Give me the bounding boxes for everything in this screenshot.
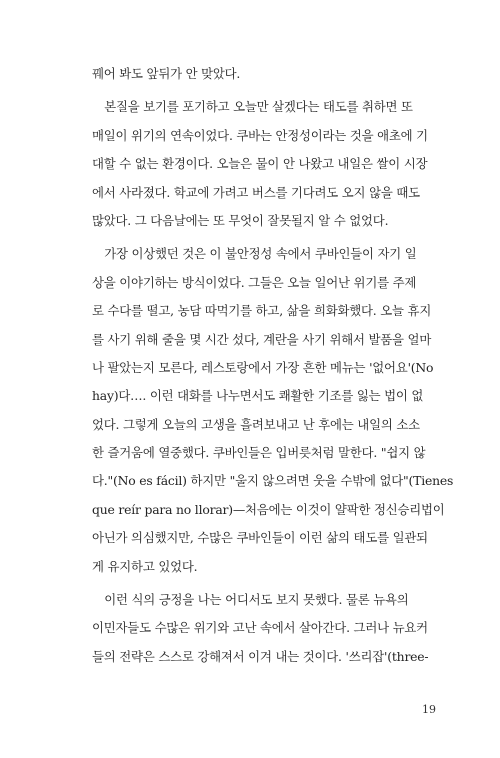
text-line: 나 팔았는지 모른다, 레스토랑에서 가장 흔한 메뉴는 '없어요'(No: [92, 359, 434, 375]
text-line: 이민자들도 수많은 위기와 고난 속에서 살아간다. 그러나 뉴요커: [92, 620, 428, 636]
page-number: 19: [422, 703, 436, 716]
text-line: 꿰어 봐도 앞뒤가 안 맞았다.: [92, 66, 241, 81]
text-line: 들의 전략은 스스로 강해져서 이겨 내는 것이다. '쓰리잡'(three-: [92, 648, 429, 664]
text-line: 가장 이상했던 것은 이 불안정성 속에서 쿠바인들이 자기 일: [92, 246, 417, 262]
text-line: 한 즐거움에 열중했다. 쿠바인들은 입버릇처럼 말한다. "쉽지 않: [92, 445, 426, 461]
text-line: 본질을 보기를 포기하고 오늘만 살겠다는 태도를 취하면 또: [92, 99, 413, 115]
text-line: 에서 사라졌다. 학교에 가려고 버스를 기다려도 오지 않을 때도: [92, 184, 420, 200]
text-line: que reír para no llorar)—처음에는 이것이 얄팍한 정신승리법이: [92, 501, 445, 517]
text-line: 대할 수 없는 환경이다. 오늘은 물이 안 나왔고 내일은 쌀이 시장: [92, 156, 428, 172]
text-line: 었다. 그렇게 오늘의 고생을 흘려보내고 난 후에는 내일의 소소: [92, 416, 420, 432]
text-line: 다."(No es fácil) 하지만 "울지 않으려면 웃을 수밖에 없다"(Tienes: [92, 473, 454, 489]
text-line: 로 수다를 떨고, 농담 따먹기를 하고, 삶을 희화화했다. 오늘 휴지: [92, 303, 432, 319]
text-line: 많았다. 그 다음날에는 또 무엇이 잘못될지 알 수 없었다.: [92, 212, 389, 228]
text-line: hay)다…. 이런 대화를 나누면서도 쾌활한 기조를 잃는 법이 없: [92, 388, 424, 404]
text-line: 이런 식의 긍정을 나는 어디서도 보지 못했다. 물론 뉴욕의: [92, 592, 409, 608]
body-text: [92, 60, 454, 671]
text-line: 상을 이야기하는 방식이었다. 그들은 오늘 일어난 위기를 주제: [92, 274, 417, 290]
text-line: 게 유지하고 있었다.: [92, 558, 198, 574]
text-line: 를 사기 위해 줄을 몇 시간 섰다, 계란을 사기 위해서 발품을 얼마: [92, 331, 432, 347]
text-line: 아닌가 의심했지만, 수많은 쿠바인들이 이런 삶의 태도를 일관되: [92, 530, 428, 546]
text-line: 매일이 위기의 연속이었다. 쿠바는 안정성이라는 것을 애초에 기: [92, 127, 428, 143]
